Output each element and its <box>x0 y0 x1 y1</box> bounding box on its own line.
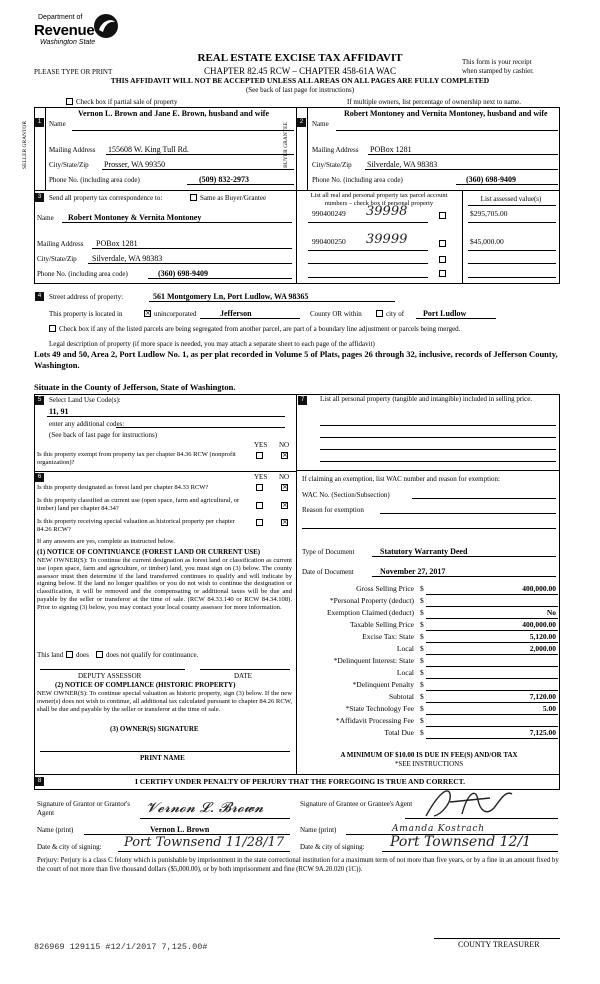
section-7-marker: 7 <box>298 396 307 405</box>
historic-yes-checkbox[interactable] <box>256 519 263 526</box>
tax-row-underline <box>426 630 558 631</box>
forest-land-question: Is this property designated as forest land per chapter 84.33 RCW? <box>37 484 209 491</box>
seller-address-label: Mailing Address <box>49 146 96 154</box>
section-6-marker: 6 <box>35 473 44 482</box>
parcel-number: 990400250 <box>312 237 346 246</box>
dollar-sign: $ <box>420 692 424 701</box>
yes-header: YES <box>254 473 268 481</box>
buyer-name-label: Name <box>312 120 329 128</box>
multiple-owners-note: If multiple owners, list percentage of ownership next to name. <box>347 98 521 106</box>
grantee-signature <box>420 784 530 824</box>
form-chapter: CHAPTER 82.45 RCW – CHAPTER 458-61A WAC <box>204 66 396 76</box>
tax-row <box>300 585 558 596</box>
land-use-code: 11, 91 <box>49 407 69 416</box>
correspondence-phone-label: Phone No. (including area code) <box>37 270 128 278</box>
buyer-side-label: BUYER GRANTEE <box>283 122 289 168</box>
perjury-statement: Perjury: Perjury is a class C felony which is punishable by imprisonment in the state correctional institution for a maximum term of not more than five years, or by a fine in an amount fixed by the court of not more than five thousand dollars ($5,000.00), or by both imprisonment and fine (RCW 9A.20.020 (1C)). <box>37 857 559 873</box>
tax-row-underline <box>426 738 558 739</box>
correspondence-address-label: Mailing Address <box>37 240 84 248</box>
parcel-row-2 <box>312 232 462 251</box>
parcel-handwritten-number: 39999 <box>366 232 408 247</box>
current-use-no-checkbox[interactable]: × <box>282 501 288 509</box>
this-land-label: This land <box>37 651 64 659</box>
legal-description-label: Legal description of property (if more space is needed, you may attach a separate sheet to each page of the affidavit) <box>49 340 375 348</box>
dollar-sign: $ <box>420 728 424 737</box>
document-date: November 27, 2017 <box>380 567 446 576</box>
tax-row-label: Excise Tax: State <box>362 632 414 641</box>
tax-row-underline <box>426 666 558 667</box>
seller-address: 155608 W. King Tull Rd. <box>108 145 189 154</box>
grantee-name-label: Name (print) <box>300 826 337 834</box>
buyer-address: POBox 1281 <box>370 145 412 154</box>
tax-row <box>300 621 558 632</box>
tax-row-value: 400,000.00 <box>522 620 556 629</box>
cashier-stamp: 826969 129115 #12/1/2017 7,125.00# <box>34 942 208 952</box>
send-correspondence-label: Send all property tax correspondence to: <box>49 194 163 202</box>
logo-dept-text: Department of <box>38 14 83 21</box>
does-qualify-checkbox[interactable] <box>66 651 73 658</box>
grantor-date-label: Date & city of signing: <box>37 843 102 851</box>
seller-side-label: SELLER GRANTOR <box>22 120 28 170</box>
correspondence-name: Robert Montoney & Vernita Montoney <box>68 213 202 222</box>
wac-label: WAC No. (Section/Subsection) <box>302 491 390 499</box>
exempt-yes-checkbox[interactable] <box>256 452 263 459</box>
city-of-checkbox[interactable] <box>376 310 383 317</box>
correspondence-city: Silverdale, WA 98383 <box>92 254 163 263</box>
tax-row-label: Taxable Selling Price <box>349 620 414 629</box>
acceptance-warning: THIS AFFIDAVIT WILL NOT BE ACCEPTED UNLESS ALL AREAS ON ALL PAGES ARE FULLY COMPLETED <box>110 76 490 85</box>
tax-row-underline <box>426 690 558 691</box>
seller-city: Prosser, WA 99350 <box>104 160 166 169</box>
revenue-logo <box>34 12 124 54</box>
personal-property-checkbox[interactable] <box>439 270 446 277</box>
document-type: Statutory Warranty Deed <box>380 547 468 556</box>
legal-description: Lots 49 and 50, Area 2, Port Ludlow No. 1, as per plat recorded in Volume 5 of Plats, pages 26 through 32, inclusive, records of Jefferson County, Washington. <box>34 349 558 370</box>
tax-row-value: No <box>546 608 556 617</box>
no-header: NO <box>279 441 290 449</box>
unincorporated-checkbox[interactable]: × <box>145 309 151 317</box>
tax-row <box>300 645 558 656</box>
tax-row-label: *Delinquent Penalty <box>352 680 414 689</box>
parcel-header: List all real and personal property tax parcel account numbers – check box if personal property <box>310 192 448 207</box>
segregated-checkbox[interactable] <box>49 325 56 332</box>
tax-row-label: *Affidavit Processing Fee <box>335 716 414 725</box>
tax-row-label: Subtotal <box>388 692 414 701</box>
personal-property-label: List all personal property (tangible and intangible) included in selling price. <box>320 395 533 403</box>
tax-row-value: 5.00 <box>542 704 556 713</box>
same-as-buyer-checkbox[interactable] <box>190 194 197 201</box>
buyer-address-label: Mailing Address <box>312 146 359 154</box>
print-name-label: PRINT NAME <box>140 754 185 762</box>
personal-property-checkbox[interactable] <box>439 212 446 219</box>
tax-row-value: 7,120.00 <box>529 692 556 701</box>
grantee-signature-label: Signature of Grantee or Grantee's Agent <box>300 800 413 808</box>
located-in-label: This property is located in <box>49 310 123 318</box>
street-address-label: Street address of property: <box>49 293 124 301</box>
document-date-label: Date of Document <box>302 568 354 576</box>
yes-header: YES <box>254 441 268 449</box>
tax-row <box>300 717 558 728</box>
tax-row-value: 2,000.00 <box>529 644 556 653</box>
tax-row <box>300 705 558 716</box>
seller-phone: (509) 832-2973 <box>199 175 249 184</box>
tax-row-underline <box>426 702 558 703</box>
tax-row-underline <box>426 678 558 679</box>
tax-row <box>300 729 558 740</box>
instructions-note: (See back of last page for instructions) <box>245 86 355 94</box>
does-label: does <box>76 651 89 659</box>
parcel-number: 990400249 <box>312 209 346 218</box>
seller-phone-label: Phone No. (including area code) <box>49 176 140 184</box>
see-instructions-note: *SEE INSTRUCTIONS <box>394 760 464 768</box>
tax-row-label: Gross Selling Price <box>356 584 414 593</box>
does-not-label: does not qualify for continuance. <box>106 651 199 659</box>
personal-property-checkbox[interactable] <box>439 240 446 247</box>
assessed-header: List assessed value(s) <box>480 195 542 203</box>
historic-question: Is this property receiving special valuation as historical property per chapter 84.26 RCW? <box>37 518 235 533</box>
dollar-sign: $ <box>420 596 424 605</box>
seller-city-label: City/State/Zip <box>49 161 89 169</box>
county-or-within-label: County OR within <box>310 310 362 318</box>
grantee-date-city: Port Townsend 12/1 <box>390 834 532 850</box>
receipt-note-2: when stamped by cashier. <box>462 67 534 75</box>
exempt-question: Is this property exempt from property tax per chapter 84.36 RCW (nonprofit organization)? <box>37 451 236 466</box>
minimum-due-note: A MINIMUM OF $10.00 IS DUE IN FEE(S) AND/OR TAX <box>340 751 518 759</box>
tax-row-underline <box>426 606 558 607</box>
receipt-note-1: This form is your receipt <box>462 58 532 66</box>
grantor-name: Vernon L. Brown <box>150 825 210 834</box>
section-3-marker: 3 <box>35 193 44 202</box>
logo-swoosh-icon <box>92 12 122 40</box>
grantor-signature: 𝓥𝓮𝓻𝓷𝓸𝓷 𝓛. 𝓑𝓻𝓸𝔀𝓷 <box>146 800 264 816</box>
buyer-phone-label: Phone No. (including area code) <box>312 176 403 184</box>
dollar-sign: $ <box>420 680 424 689</box>
grantee-date-label: Date & city of signing: <box>300 843 365 851</box>
tax-row-underline <box>426 642 558 643</box>
tax-row-value: 7,125.00 <box>529 728 556 737</box>
seller-name-label: Name <box>49 120 66 128</box>
tax-row <box>300 633 558 644</box>
grantor-date-city: Port Townsend 11/28/17 <box>124 835 285 850</box>
continuance-text: NEW OWNER(S): To continue the current designation as forest land or classification as current use (open space, farm and agriculture, or timber) land, you must sign on (3) below. The county assessor must then determine if the land transferred continues to qualify and will indicate by signing below. If the land no longer qualifies or you do not wish to continue the designation or classification, it will be removed and the compensating or additional taxes will be due and payable by the seller or transferor at the time of sale. (RCW 84.33.140 or RCW 84.34.108). Prior to signing (3) below, you may contact your local county assessor for more information. <box>37 557 292 611</box>
tax-row-underline <box>426 726 558 727</box>
partial-sale-checkbox[interactable] <box>66 98 73 105</box>
tax-row-underline <box>426 594 558 595</box>
tax-row-label: Local <box>396 644 414 653</box>
if-any-yes-note: If any answers are yes, complete as instructed below. <box>37 538 175 545</box>
tax-row <box>300 657 558 668</box>
street-address: 561 Montgomery Ln, Port Ludlow, WA 98365 <box>153 292 309 301</box>
certify-statement: I CERTIFY UNDER PENALTY OF PERJURY THAT THE FOREGOING IS TRUE AND CORRECT. <box>134 777 465 786</box>
buyer-phone: (360) 698-9409 <box>466 175 516 184</box>
correspondence-name-label: Name <box>37 214 54 222</box>
city-of-label: city of <box>386 310 405 318</box>
tax-row-label: Exemption Claimed (deduct) <box>326 608 414 617</box>
buyer-name: Robert Montoney and Vernita Montoney, husband and wife <box>344 109 548 118</box>
document-type-label: Type of Document <box>302 548 355 556</box>
correspondence-phone: (360) 698-9409 <box>158 269 208 278</box>
forest-yes-checkbox[interactable] <box>256 484 263 491</box>
deputy-assessor-label: DEPUTY ASSESSOR <box>78 672 142 680</box>
date-label: DATE <box>234 672 252 680</box>
logo-revenue-text: Revenue <box>34 22 95 39</box>
tax-row <box>300 693 558 704</box>
tax-row-underline <box>426 618 558 619</box>
tax-row <box>300 669 558 680</box>
dollar-sign: $ <box>420 584 424 593</box>
correspondence-address: POBox 1281 <box>96 239 138 248</box>
no-header: NO <box>279 473 290 481</box>
same-as-buyer-label: Same as Buyer/Grantee <box>200 194 267 202</box>
seller-name: Vernon L. Brown and Jane E. Brown, husband and wife <box>78 109 270 118</box>
correspondence-city-label: City/State/Zip <box>37 255 77 263</box>
additional-codes-label: enter any additional codes: <box>49 420 125 428</box>
county-treasurer-label: COUNTY TREASURER <box>458 940 540 949</box>
situate-statement: Situate in the County of Jefferson, State of Washington. <box>34 382 236 392</box>
unincorporated-label: unincorporated <box>154 310 197 318</box>
city-value: Port Ludlow <box>423 309 467 318</box>
buyer-city-label: City/State/Zip <box>312 161 352 169</box>
historic-text: NEW OWNER(S): To continue special valuation as historic property, sign (3) below. If the new owner(s) does not wish to continue, all additional tax calculated pursuant to chapter 84.26 RCW, shall be due and payable by the seller or transferor at the time of sale. <box>37 690 292 713</box>
section-1-marker: 1 <box>35 118 44 127</box>
current-use-yes-checkbox[interactable] <box>256 502 263 509</box>
grantor-signature-label: Signature of Grantor or Grantor's Agent <box>37 800 131 817</box>
reason-label: Reason for exemption <box>302 506 364 514</box>
dollar-sign: $ <box>420 632 424 641</box>
grantor-name-label: Name (print) <box>37 826 74 834</box>
current-use-question: Is this property classified as current use (open space, farm and agricultural, or timber) land per chapter 84.34? <box>37 497 240 512</box>
tax-row <box>300 609 558 620</box>
county-value: Jefferson <box>220 309 252 318</box>
tax-row-underline <box>426 654 558 655</box>
buyer-city: Silverdale, WA 98383 <box>367 160 438 169</box>
form-title: REAL ESTATE EXCISE TAX AFFIDAVIT <box>197 52 403 64</box>
assessed-value-2: $45,000.00 <box>470 237 504 246</box>
tax-row-label: *Personal Property (deduct) <box>329 596 414 605</box>
dollar-sign: $ <box>420 704 424 713</box>
exempt-no-checkbox[interactable]: × <box>282 451 288 459</box>
tax-row <box>300 597 558 608</box>
please-type: PLEASE TYPE OR PRINT <box>34 68 113 76</box>
tax-row-value: 5,120.00 <box>529 632 556 641</box>
assessed-value-1: $295,705.00 <box>470 209 508 218</box>
dollar-sign: $ <box>420 656 424 665</box>
section-4-marker: 4 <box>35 292 44 301</box>
land-use-label: Select Land Use Code(s): <box>49 396 121 404</box>
tax-row-label: *State Technology Fee <box>345 704 414 713</box>
tax-row-underline <box>426 714 558 715</box>
owner-signature-label: (3) OWNER(S) SIGNATURE <box>110 725 199 733</box>
dollar-sign: $ <box>420 608 424 617</box>
logo-state-text: Washington State <box>40 39 96 46</box>
tax-row <box>300 681 558 692</box>
tax-row-label: *Delinquent Interest: State <box>333 656 414 665</box>
section-5-marker: 5 <box>35 396 44 405</box>
dollar-sign: $ <box>420 668 424 677</box>
personal-property-checkbox[interactable] <box>439 256 446 263</box>
section-2-marker: 2 <box>297 118 306 127</box>
dollar-sign: $ <box>420 620 424 629</box>
land-use-instructions: (See back of last page for instructions) <box>49 431 158 439</box>
parcel-handwritten-number: 39998 <box>366 204 408 219</box>
segregated-label: Check box if any of the listed parcels are being segregated from another parcel, are part of a boundary line adjustment or parcels being merged. <box>59 325 461 333</box>
partial-sale-label: Check box if partial sale of property <box>76 98 178 106</box>
parcel-row-1 <box>312 204 462 223</box>
historic-title: (2) NOTICE OF COMPLIANCE (HISTORIC PROPERTY) <box>55 681 236 689</box>
dollar-sign: $ <box>420 644 424 653</box>
forest-no-checkbox[interactable]: × <box>282 483 288 491</box>
tax-row-label: Local <box>396 668 414 677</box>
continuance-title: (1) NOTICE OF CONTINUANCE (FOREST LAND OR CURRENT USE) <box>37 548 261 556</box>
exemption-claim-label: If claiming an exemption, list WAC number and reason for exemption: <box>302 475 500 483</box>
does-not-qualify-checkbox[interactable] <box>96 651 103 658</box>
tax-row-value: 400,000.00 <box>522 584 556 593</box>
tax-row-label: Total Due <box>384 728 414 737</box>
section-8-marker: 8 <box>35 777 44 786</box>
dollar-sign: $ <box>420 716 424 725</box>
grantee-name: Amanda Kostrach <box>392 824 485 834</box>
historic-no-checkbox[interactable]: × <box>282 518 288 526</box>
